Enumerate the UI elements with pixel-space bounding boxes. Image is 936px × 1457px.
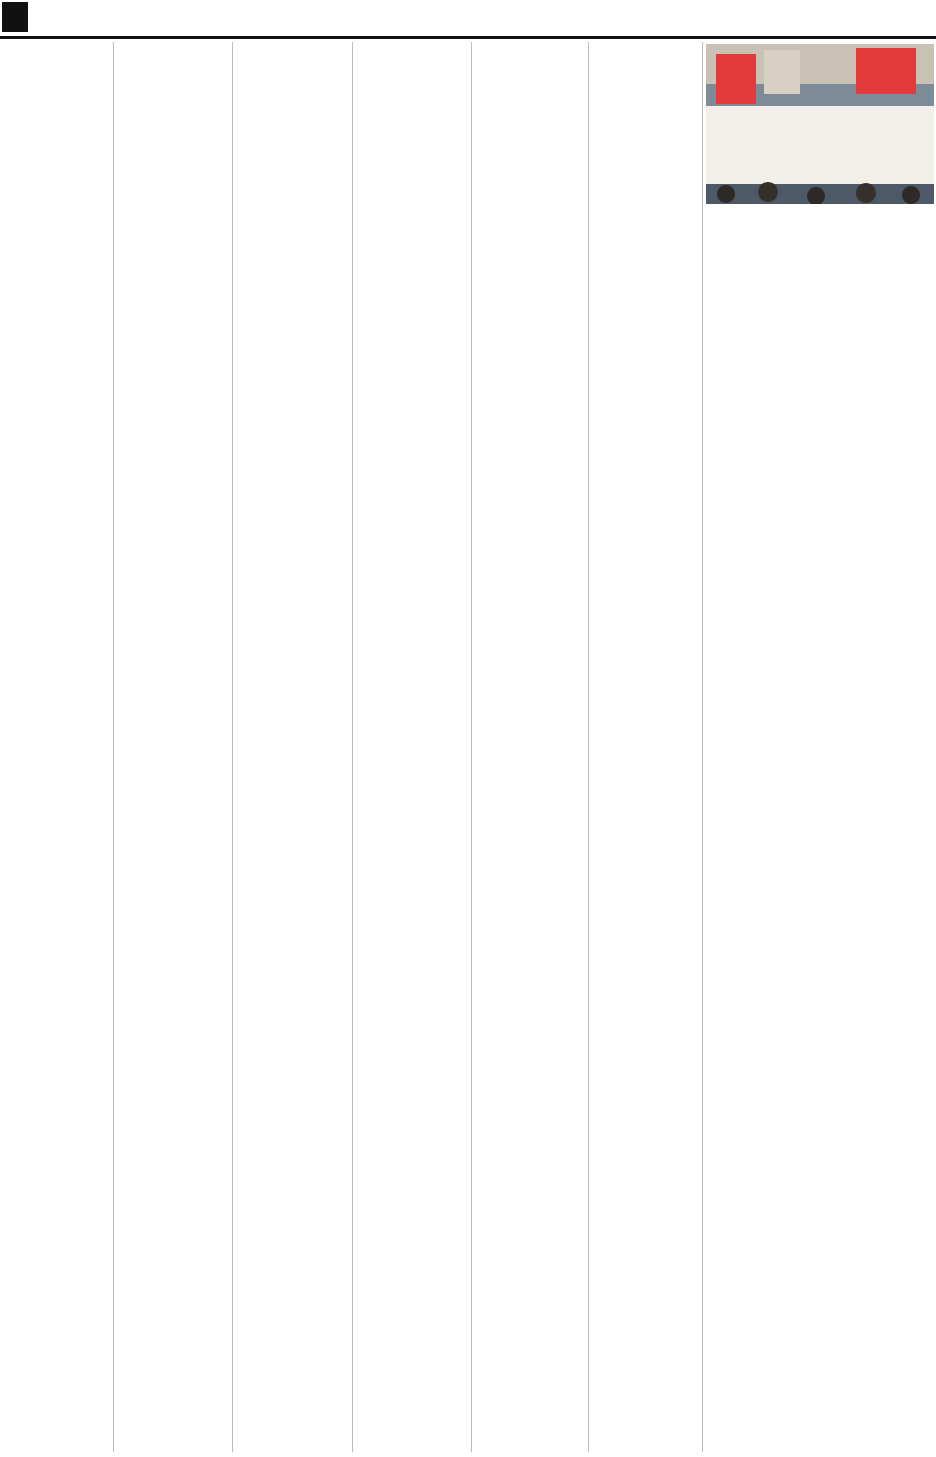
- column-divider: [588, 42, 589, 1452]
- rally-photo-graphic: [706, 44, 934, 204]
- column-4: [357, 42, 467, 1454]
- column-divider: [471, 42, 472, 1452]
- column-2: [118, 42, 228, 1454]
- rally-photo: [706, 44, 934, 204]
- column-5: [476, 42, 584, 1454]
- page-number: [2, 2, 28, 32]
- column-divider: [702, 42, 703, 1452]
- column-divider: [352, 42, 353, 1452]
- masthead: [0, 0, 936, 36]
- column-divider: [232, 42, 233, 1452]
- column-3: [238, 42, 348, 1454]
- column-divider: [113, 42, 114, 1452]
- masthead-rule: [0, 36, 936, 39]
- column-6: [592, 42, 698, 1454]
- column-7: [706, 42, 934, 1454]
- column-1: [3, 42, 109, 1454]
